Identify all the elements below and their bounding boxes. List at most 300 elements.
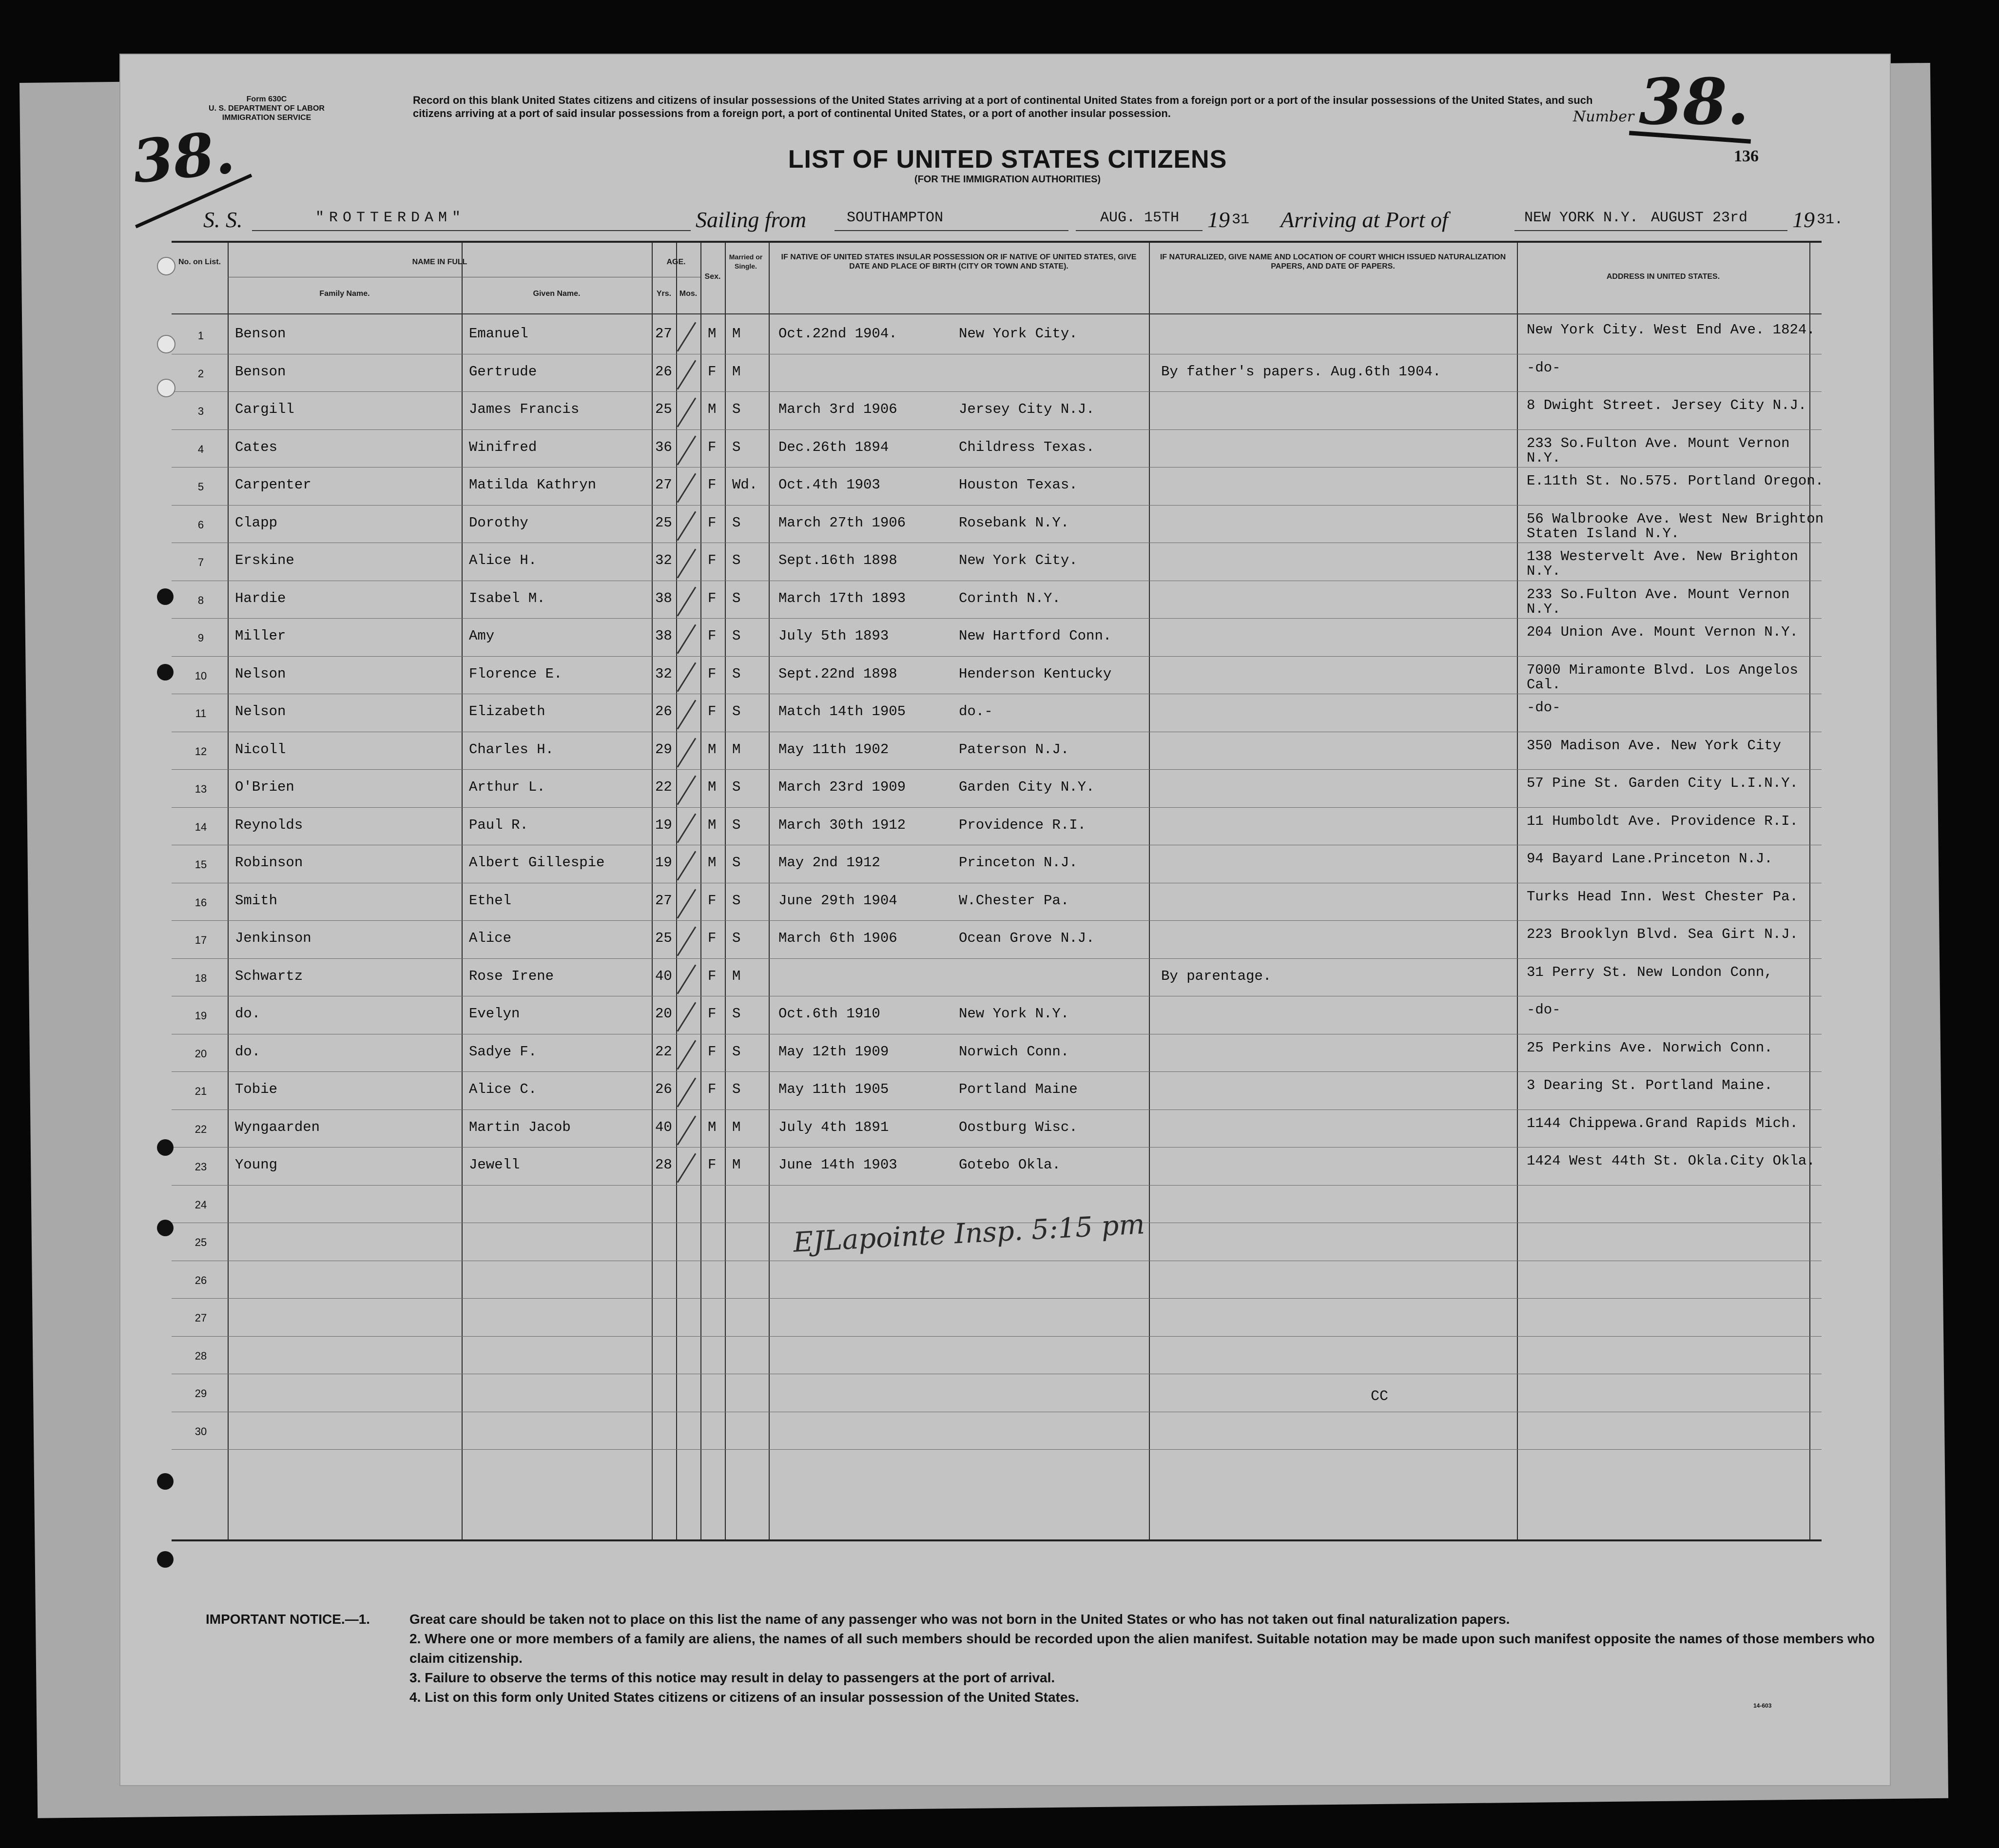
age-years: 26: [655, 703, 672, 720]
table-row: [172, 1261, 1822, 1299]
sex: F: [708, 1157, 717, 1173]
marital-status: S: [732, 401, 741, 417]
sex: F: [708, 1006, 717, 1022]
page-title: LIST OF UNITED STATES CITIZENS: [788, 145, 1227, 174]
arrival-date: AUGUST 23rd: [1651, 210, 1748, 226]
address: -do-: [1527, 359, 1561, 376]
given-name: Paul R.: [469, 817, 528, 833]
binder-hole: [157, 257, 175, 275]
address: E.11th St. No.575. Portland Oregon.: [1527, 473, 1824, 489]
marital-status: S: [732, 665, 741, 682]
row-number: 25: [194, 1236, 207, 1248]
marital-status: S: [732, 514, 741, 531]
address: 57 Pine St. Garden City L.I.N.Y.: [1527, 775, 1798, 791]
sex: F: [708, 968, 717, 984]
given-name: Dorothy: [469, 514, 528, 531]
birth-place: Garden City N.Y.: [959, 779, 1095, 795]
row-number: 20: [194, 1047, 207, 1060]
sex: M: [708, 1119, 717, 1135]
birth-date: June 29th 1904: [778, 892, 897, 909]
family-name: Clapp: [235, 514, 278, 531]
table-row: [172, 1034, 1822, 1072]
birth-date: Sept.16th 1898: [778, 552, 897, 568]
row-number: 21: [194, 1085, 207, 1097]
table-row: [172, 1147, 1822, 1185]
arrival-year: 31.: [1817, 212, 1844, 228]
row-number: 13: [194, 783, 207, 795]
given-name: Ethel: [469, 892, 512, 909]
marital-status: S: [732, 1043, 741, 1060]
birth-place: Childress Texas.: [959, 439, 1095, 455]
given-name: Amy: [469, 628, 495, 644]
row-number: 8: [197, 594, 204, 606]
naturalization-info: By parentage.: [1161, 968, 1272, 984]
marital-status: S: [732, 892, 741, 909]
birth-date: March 30th 1912: [778, 817, 906, 833]
row-number: 9: [197, 632, 204, 644]
notice-items: [409, 1610, 1891, 1707]
family-name: Nelson: [235, 703, 286, 720]
age-months-mark: [677, 889, 697, 918]
table-row: [172, 505, 1822, 543]
service-name: IMMIGRATION SERVICE: [222, 114, 311, 122]
marital-status: S: [732, 930, 741, 946]
notice-item: 3. Failure to observe the terms of this notice may result in delay to passengers at the port of arrival.: [409, 1670, 1055, 1685]
marital-status: S: [732, 817, 741, 833]
col-address-header: ADDRESS IN UNITED STATES.: [1606, 272, 1720, 281]
row-number: 11: [195, 707, 207, 720]
table-row: [172, 1336, 1822, 1374]
birth-place: Portland Maine: [959, 1081, 1078, 1097]
given-name: Winifred: [469, 439, 537, 455]
table-row: [172, 391, 1822, 429]
age-years: 27: [655, 892, 672, 909]
birth-place: Oostburg Wisc.: [959, 1119, 1078, 1135]
age-months-mark: [677, 473, 697, 503]
col-no-header: No. on List.: [178, 258, 221, 266]
given-name: Martin Jacob: [469, 1119, 571, 1135]
marital-status: M: [732, 1119, 741, 1135]
sex: F: [708, 1081, 717, 1097]
sailing-year-prefix: 19: [1207, 207, 1230, 232]
age-years: 19: [655, 855, 672, 871]
given-name: Emanuel: [469, 326, 528, 342]
sex: F: [708, 930, 717, 946]
address: 138 Westervelt Ave. New Brighton N.Y.: [1527, 548, 1798, 579]
birth-date: March 6th 1906: [778, 930, 897, 946]
col-married-header: Married or Single.: [729, 253, 763, 270]
age-months-mark: [677, 738, 697, 767]
row-rule: [172, 1449, 1822, 1450]
naturalization-info: By father's papers. Aug.6th 1904.: [1161, 363, 1441, 380]
birth-date: Oct.22nd 1904.: [778, 326, 897, 342]
address: 94 Bayard Lane.Princeton N.J.: [1527, 851, 1773, 867]
birth-place: Henderson Kentucky: [959, 665, 1112, 682]
row-number: 19: [194, 1010, 207, 1022]
birth-place: Rosebank N.Y.: [959, 514, 1069, 531]
footer-code: 14-603: [1753, 1702, 1772, 1709]
address: 350 Madison Ave. New York City: [1527, 737, 1782, 754]
table-row: [172, 429, 1822, 467]
age-years: 26: [655, 363, 672, 380]
row-number: 24: [194, 1198, 207, 1211]
instructions-text: Record on this blank United States citizens and citizens of insular possessions of the United States arriving at a port of continental United States from a foreign port or a port of the insular possessions of the United States, and such citizens arriving at a port of said insular possessions from a foreign port, a port of continental United States, or a port of another insular possession.: [413, 94, 1593, 119]
col-birth-header: IF NATIVE OF UNITED STATES INSULAR POSSESSION OR IF NATIVE OF UNITED STATES, GIVE DATE AND PLACE OF BIRTH (CITY OR TOWN AND STATE).: [781, 253, 1137, 271]
birth-place: Princeton N.J.: [959, 855, 1078, 871]
family-name: Jenkinson: [235, 930, 311, 946]
table-row: [172, 883, 1822, 921]
marital-status: M: [732, 363, 741, 380]
age-months-mark: [677, 322, 697, 352]
form-number: Form 630C: [246, 95, 287, 103]
table-row: [172, 807, 1822, 845]
family-name: Nicoll: [235, 741, 286, 758]
ss-label: S. S.: [203, 207, 243, 232]
age-years: 25: [655, 930, 672, 946]
given-name: Isabel M.: [469, 590, 545, 606]
table-row: [172, 1412, 1822, 1450]
marital-status: S: [732, 439, 741, 455]
marital-status: S: [732, 855, 741, 871]
address: 25 Perkins Ave. Norwich Conn.: [1527, 1039, 1773, 1056]
age-years: 22: [655, 1043, 672, 1060]
sex: M: [708, 326, 717, 342]
row-number: 28: [194, 1349, 207, 1362]
age-years: 38: [655, 628, 672, 644]
age-years: 40: [655, 968, 672, 984]
col-mos-header: Mos.: [679, 290, 698, 298]
row-number: 30: [194, 1425, 207, 1438]
table-row: [172, 656, 1822, 694]
birth-date: May 11th 1905: [778, 1081, 889, 1097]
binder-hole: [157, 1139, 174, 1156]
birth-date: March 3rd 1906: [778, 401, 897, 417]
age-months-mark: [677, 1002, 697, 1032]
binder-hole: [157, 1220, 174, 1236]
binder-hole: [157, 1551, 174, 1568]
marital-status: M: [732, 1157, 741, 1173]
row-number: 5: [197, 481, 204, 493]
given-name: Charles H.: [469, 741, 554, 758]
birth-place: New Hartford Conn.: [959, 628, 1112, 644]
row-number: 10: [194, 669, 207, 682]
age-years: 29: [655, 741, 672, 758]
given-name: Albert Gillespie: [469, 855, 605, 871]
age-years: 32: [655, 552, 672, 568]
sex: F: [708, 552, 717, 568]
row-number: 29: [194, 1387, 207, 1400]
passenger-table: [172, 241, 1822, 1541]
binder-hole: [157, 335, 175, 353]
address: 11 Humboldt Ave. Providence R.I.: [1527, 813, 1798, 829]
table-row: [172, 316, 1822, 354]
binder-hole: [157, 664, 174, 681]
cc-mark: CC: [1371, 1388, 1389, 1405]
arrival-port: NEW YORK N.Y.: [1524, 210, 1639, 226]
marital-status: S: [732, 590, 741, 606]
sex: F: [708, 590, 717, 606]
arrival-year-prefix: 19: [1792, 207, 1815, 232]
address: 3 Dearing St. Portland Maine.: [1527, 1077, 1773, 1093]
age-months-mark: [677, 511, 697, 541]
age-years: 36: [655, 439, 672, 455]
birth-place: New York N.Y.: [959, 1006, 1069, 1022]
arrival-underline: [1514, 230, 1787, 231]
age-months-mark: [677, 927, 697, 956]
ship-underline: [252, 230, 691, 231]
notice-item: 4. List on this form only United States citizens or citizens of an insular possession of the United States.: [409, 1690, 1079, 1705]
address: 233 So.Fulton Ave. Mount Vernon N.Y.: [1527, 586, 1790, 617]
family-name: Miller: [235, 628, 286, 644]
family-name: Cates: [235, 439, 278, 455]
birth-place: do.-: [959, 703, 993, 720]
address: New York City. West End Ave. 1824.: [1527, 322, 1815, 338]
age-months-mark: [677, 624, 697, 654]
family-name: Carpenter: [235, 477, 311, 493]
col-sex-header: Sex.: [704, 272, 721, 281]
sex: F: [708, 439, 717, 455]
birth-place: Houston Texas.: [959, 477, 1078, 493]
birth-date: May 11th 1902: [778, 741, 889, 758]
age-months-mark: [677, 398, 697, 428]
birth-date: Oct.4th 1903: [778, 477, 880, 493]
page-subtitle: (FOR THE IMMIGRATION AUTHORITIES): [914, 174, 1101, 185]
birth-date: March 27th 1906: [778, 514, 906, 531]
table-row: [172, 996, 1822, 1034]
marital-status: S: [732, 552, 741, 568]
address: -do-: [1527, 1002, 1561, 1018]
sex: F: [708, 665, 717, 682]
age-months-mark: [677, 1078, 697, 1108]
row-number: 22: [194, 1123, 207, 1135]
birth-place: New York City.: [959, 326, 1078, 342]
table-row: [172, 769, 1822, 807]
age-years: 27: [655, 326, 672, 342]
row-number: 6: [197, 518, 204, 531]
sex: M: [708, 401, 717, 417]
manifest-sheet: [119, 54, 1891, 1786]
age-years: 22: [655, 779, 672, 795]
given-name: Arthur L.: [469, 779, 545, 795]
address: -do-: [1527, 700, 1561, 716]
sex: M: [708, 817, 717, 833]
age-months-mark: [677, 586, 697, 616]
birth-date: Match 14th 1905: [778, 703, 906, 720]
sex: F: [708, 477, 717, 493]
table-row: [172, 467, 1822, 505]
family-name: Wyngaarden: [235, 1119, 320, 1135]
family-name: do.: [235, 1043, 261, 1060]
table-row: [172, 732, 1822, 770]
table-row: [172, 581, 1822, 619]
age-months-mark: [677, 776, 697, 805]
handwritten-list-number: 38.: [129, 117, 238, 197]
binder-hole: [157, 588, 174, 605]
birth-place: Ocean Grove N.J.: [959, 930, 1095, 946]
family-name: Hardie: [235, 590, 286, 606]
family-name: O'Brien: [235, 779, 294, 795]
birth-place: Jersey City N.J.: [959, 401, 1095, 417]
ship-name: "ROTTERDAM": [315, 210, 466, 226]
address: 223 Brooklyn Blvd. Sea Girt N.J.: [1527, 926, 1798, 942]
age-months-mark: [677, 1153, 697, 1183]
sex: F: [708, 628, 717, 644]
address: 7000 Miramonte Blvd. Los Angelos Cal.: [1527, 661, 1798, 693]
address: 31 Perry St. New London Conn,: [1527, 964, 1773, 980]
age-years: 26: [655, 1081, 672, 1097]
col-name-header: NAME IN FULL: [412, 258, 467, 266]
row-number: 4: [197, 443, 204, 455]
given-name: Evelyn: [469, 1006, 520, 1022]
family-name: Schwartz: [235, 968, 303, 984]
given-name: Gertrude: [469, 363, 537, 380]
arriving-label: Arriving at Port of: [1281, 207, 1448, 232]
given-name: Matilda Kathryn: [469, 477, 597, 493]
birth-date: May 12th 1909: [778, 1043, 889, 1060]
given-name: Rose Irene: [469, 968, 554, 984]
age-years: 32: [655, 665, 672, 682]
binder-hole: [157, 379, 175, 397]
sex: F: [708, 1043, 717, 1060]
row-number: 27: [194, 1312, 207, 1324]
marital-status: M: [732, 968, 741, 984]
sailing-port: SOUTHAMPTON: [847, 210, 944, 226]
address: 56 Walbrooke Ave. West New Brighton Staten Island N.Y.: [1527, 510, 1824, 542]
marital-status: M: [732, 326, 741, 342]
given-name: Florence E.: [469, 665, 563, 682]
row-number: 1: [197, 330, 204, 342]
col-age-header: AGE.: [666, 258, 686, 266]
address: 1424 West 44th St. Okla.City Okla.: [1527, 1153, 1815, 1169]
table-row: [172, 958, 1822, 996]
address: 8 Dwight Street. Jersey City N.J.: [1527, 397, 1807, 413]
number-value: 38.: [1639, 64, 1749, 139]
marital-status: S: [732, 703, 741, 720]
table-row: [172, 1109, 1822, 1148]
table-row: [172, 845, 1822, 883]
birth-date: Oct.6th 1910: [778, 1006, 880, 1022]
col-given-header: Given Name.: [533, 290, 581, 298]
family-name: Reynolds: [235, 817, 303, 833]
sailing-port-underline: [835, 230, 1068, 231]
family-name: Tobie: [235, 1081, 278, 1097]
birth-date: July 5th 1893: [778, 628, 889, 644]
marital-status: S: [732, 1081, 741, 1097]
marital-status: M: [732, 741, 741, 758]
row-number: 15: [194, 858, 207, 871]
agency-block: [179, 95, 354, 122]
birth-date: Sept.22nd 1898: [778, 665, 897, 682]
birth-place: W.Chester Pa.: [959, 892, 1069, 909]
col-family-header: Family Name.: [319, 290, 370, 298]
number-label: Number: [1573, 108, 1634, 125]
sex: F: [708, 363, 717, 380]
col-naturalized-header: IF NATURALIZED, GIVE NAME AND LOCATION OF COURT WHICH ISSUED NATURALIZATION PAPERS, AND DATE OF PAPERS.: [1160, 253, 1506, 271]
marital-status: S: [732, 1006, 741, 1022]
department-name: U. S. DEPARTMENT OF LABOR: [209, 104, 325, 113]
address: 1144 Chippewa.Grand Rapids Mich.: [1527, 1115, 1798, 1131]
age-years: 19: [655, 817, 672, 833]
family-name: Benson: [235, 363, 286, 380]
birth-date: March 17th 1893: [778, 590, 906, 606]
given-name: Alice: [469, 930, 512, 946]
address: 233 So.Fulton Ave. Mount Vernon N.Y.: [1527, 435, 1790, 466]
given-name: James Francis: [469, 401, 580, 417]
notice-item: 2. Where one or more members of a family are aliens, the names of all such members should be recorded upon the alien manifest. Suitable notation may be made upon such manifest opposite the names of those members who claim citizenship.: [409, 1631, 1875, 1666]
address: 204 Union Ave. Mount Vernon N.Y.: [1527, 624, 1798, 640]
family-name: do.: [235, 1006, 261, 1022]
birth-place: New York City.: [959, 552, 1078, 568]
table-row: [172, 618, 1822, 656]
birth-date: June 14th 1903: [778, 1157, 897, 1173]
marital-status: Wd.: [732, 477, 758, 493]
given-name: Alice H.: [469, 552, 537, 568]
row-number: 26: [194, 1274, 207, 1286]
table-row: [172, 694, 1822, 732]
row-number: 12: [194, 745, 207, 758]
notice-label: IMPORTANT NOTICE.—1.: [206, 1612, 370, 1627]
row-number: 17: [194, 934, 207, 946]
marital-status: S: [732, 779, 741, 795]
given-name: Jewell: [469, 1157, 520, 1173]
family-name: Smith: [235, 892, 278, 909]
sex: F: [708, 703, 717, 720]
birth-date: May 2nd 1912: [778, 855, 880, 871]
address: Turks Head Inn. West Chester Pa.: [1527, 888, 1798, 905]
age-months-mark: [677, 964, 697, 994]
row-number: 23: [194, 1161, 207, 1173]
given-name: Alice C.: [469, 1081, 537, 1097]
header-divider: [172, 313, 1822, 314]
age-years: 25: [655, 401, 672, 417]
sailing-label: Sailing from: [696, 207, 807, 232]
birth-date: March 23rd 1909: [778, 779, 906, 795]
row-number: 14: [194, 820, 207, 833]
age-months-mark: [677, 435, 697, 465]
family-name: Nelson: [235, 665, 286, 682]
family-name: Young: [235, 1157, 278, 1173]
age-months-mark: [677, 851, 697, 881]
family-name: Cargill: [235, 401, 294, 417]
binder-hole: [157, 1473, 174, 1490]
row-number: 16: [194, 896, 207, 909]
birth-place: Norwich Conn.: [959, 1043, 1069, 1060]
row-number: 3: [197, 405, 204, 417]
age-months-mark: [677, 549, 697, 579]
family-name: Benson: [235, 326, 286, 342]
age-months-mark: [677, 1040, 697, 1070]
page-number: 136: [1734, 147, 1759, 165]
given-name: Elizabeth: [469, 703, 545, 720]
birth-date: Dec.26th 1894: [778, 439, 889, 455]
sex: M: [708, 855, 717, 871]
sailing-date: AUG. 15TH: [1100, 210, 1180, 226]
birth-place: Corinth N.Y.: [959, 590, 1061, 606]
age-years: 28: [655, 1157, 672, 1173]
given-name: Sadye F.: [469, 1043, 537, 1060]
row-number: 7: [197, 556, 204, 568]
table-row: [172, 1374, 1822, 1412]
table-row: [172, 543, 1822, 581]
age-years: 20: [655, 1006, 672, 1022]
age-years: 38: [655, 590, 672, 606]
table-row: [172, 1298, 1822, 1336]
age-years: 27: [655, 477, 672, 493]
row-number: 18: [194, 972, 207, 984]
sex: M: [708, 779, 717, 795]
birth-place: Paterson N.J.: [959, 741, 1069, 758]
table-row: [172, 354, 1822, 392]
